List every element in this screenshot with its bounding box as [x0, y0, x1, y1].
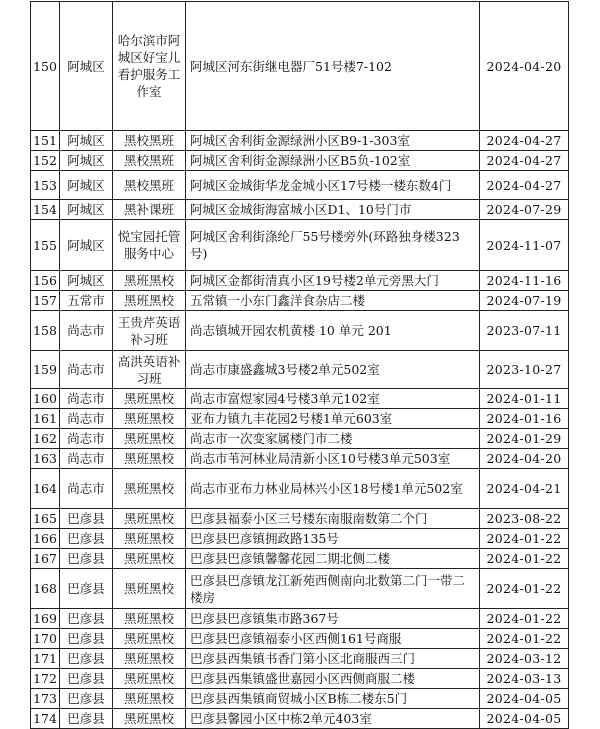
row-number: 157: [31, 291, 60, 311]
address-cell: 巴彦县福泰小区三号楼东南服南数第二个门: [186, 509, 480, 529]
table-row: [31, 509, 569, 529]
row-number: 162: [31, 429, 60, 449]
address-cell: 阿城区金城街华龙金城小区17号楼一楼东数4门: [186, 171, 480, 200]
row-number: 169: [31, 609, 60, 629]
institution-name-cell: 黑班黑校: [113, 549, 186, 569]
date-cell: 2024-11-07: [480, 220, 569, 271]
row-number: 171: [31, 649, 60, 669]
district-cell: 巴彦县: [60, 649, 113, 669]
row-number: 168: [31, 569, 60, 609]
district-cell: 尚志市: [60, 429, 113, 449]
table-row: [31, 271, 569, 291]
institution-name-cell: 黑班黑校: [113, 449, 186, 469]
institution-name-cell: 黑班黑校: [113, 609, 186, 629]
institution-name-cell: 黑班黑校: [113, 709, 186, 729]
institution-name-cell: 黑班黑校: [113, 389, 186, 409]
district-cell: 巴彦县: [60, 709, 113, 729]
table-row: [31, 311, 569, 351]
address-cell: 五常镇一小东门鑫洋食杂店二楼: [186, 291, 480, 311]
row-number: 173: [31, 689, 60, 709]
address-cell: 尚志市亚布力林业局林兴小区18号楼1单元502室: [186, 469, 480, 509]
table-row: [31, 351, 569, 389]
date-cell: 2023-08-22: [480, 509, 569, 529]
date-cell: 2024-03-12: [480, 649, 569, 669]
institution-name-cell: 黑班黑校: [113, 509, 186, 529]
date-cell: 2024-01-11: [480, 389, 569, 409]
row-number: 161: [31, 409, 60, 429]
row-number: 151: [31, 131, 60, 151]
table-row: [31, 389, 569, 409]
district-cell: 阿城区: [60, 2, 113, 131]
address-cell: 巴彦县西集镇盛世嘉园小区西侧商服二楼: [186, 669, 480, 689]
date-cell: 2024-01-16: [480, 409, 569, 429]
address-cell: 巴彦县巴彦镇馨馨花园二期北侧二楼: [186, 549, 480, 569]
institution-name-cell: 高洪英语补习班: [113, 351, 186, 389]
table-row: [31, 291, 569, 311]
address-cell: 阿城区舍利街金源绿洲小区B9-1-303室: [186, 131, 480, 151]
table-row: [31, 709, 569, 729]
table-row: [31, 629, 569, 649]
row-number: 166: [31, 529, 60, 549]
institution-name-cell: 黑校黑班: [113, 131, 186, 151]
district-cell: 巴彦县: [60, 569, 113, 609]
date-cell: 2024-01-22: [480, 549, 569, 569]
district-cell: 阿城区: [60, 271, 113, 291]
listing-table: [30, 1, 569, 729]
district-cell: 巴彦县: [60, 549, 113, 569]
district-cell: 尚志市: [60, 389, 113, 409]
date-cell: 2023-07-11: [480, 311, 569, 351]
date-cell: 2024-04-20: [480, 2, 569, 131]
address-cell: 尚志市一次变家属楼门市二楼: [186, 429, 480, 449]
row-number: 153: [31, 171, 60, 200]
institution-name-cell: 黑班黑校: [113, 689, 186, 709]
table-row: [31, 449, 569, 469]
institution-name-cell: 黑班黑校: [113, 469, 186, 509]
district-cell: 五常市: [60, 291, 113, 311]
address-cell: 尚志市康盛鑫城3号楼2单元502室: [186, 351, 480, 389]
table-row: [31, 2, 569, 131]
date-cell: 2024-04-20: [480, 449, 569, 469]
institution-name-cell: 黑校黑班: [113, 151, 186, 171]
row-number: 156: [31, 271, 60, 291]
district-cell: 巴彦县: [60, 629, 113, 649]
institution-name-cell: 黑班黑校: [113, 271, 186, 291]
district-cell: 阿城区: [60, 151, 113, 171]
district-cell: 巴彦县: [60, 669, 113, 689]
date-cell: 2024-07-29: [480, 200, 569, 220]
district-cell: 巴彦县: [60, 609, 113, 629]
table-row: [31, 200, 569, 220]
row-number: 170: [31, 629, 60, 649]
address-cell: 阿城区舍利街涤纶厂55号楼旁外(环路独身楼323号): [186, 220, 480, 271]
address-cell: 尚志市苇河林业局清新小区10号楼3单元503室: [186, 449, 480, 469]
date-cell: 2024-04-05: [480, 709, 569, 729]
table-row: [31, 549, 569, 569]
table-row: [31, 409, 569, 429]
date-cell: 2024-04-21: [480, 469, 569, 509]
date-cell: 2023-10-27: [480, 351, 569, 389]
address-cell: 巴彦县巴彦镇福泰小区西侧161号商服: [186, 629, 480, 649]
date-cell: 2024-07-19: [480, 291, 569, 311]
row-number: 172: [31, 669, 60, 689]
address-cell: 阿城区舍利街金源绿洲小区B5负-102室: [186, 151, 480, 171]
row-number: 167: [31, 549, 60, 569]
table-row: [31, 429, 569, 449]
institution-name-cell: 黑班黑校: [113, 529, 186, 549]
district-cell: 阿城区: [60, 171, 113, 200]
district-cell: 阿城区: [60, 200, 113, 220]
date-cell: 2024-04-05: [480, 689, 569, 709]
row-number: 165: [31, 509, 60, 529]
date-cell: 2024-01-22: [480, 529, 569, 549]
table-body: [31, 2, 569, 729]
date-cell: 2024-11-16: [480, 271, 569, 291]
row-number: 152: [31, 151, 60, 171]
address-cell: 巴彦县西集镇商贸城小区B栋二楼东5门: [186, 689, 480, 709]
district-cell: 尚志市: [60, 351, 113, 389]
date-cell: 2024-01-29: [480, 429, 569, 449]
date-cell: 2024-01-22: [480, 569, 569, 609]
institution-name-cell: 黑班黑校: [113, 291, 186, 311]
table-row: [31, 569, 569, 609]
institution-name-cell: 悦宝园托管服务中心: [113, 220, 186, 271]
address-cell: 阿城区金城街海富城小区D1、10号门市: [186, 200, 480, 220]
table-row: [31, 609, 569, 629]
table-row: [31, 529, 569, 549]
address-cell: 尚志镇城开园农机黄楼 10 单元 201: [186, 311, 480, 351]
row-number: 160: [31, 389, 60, 409]
document-page: [30, 1, 569, 729]
table-row: [31, 131, 569, 151]
address-cell: 巴彦县巴彦镇拥政路135号: [186, 529, 480, 549]
institution-name-cell: 黑班黑校: [113, 669, 186, 689]
address-cell: 巴彦县巴彦镇集市路367号: [186, 609, 480, 629]
institution-name-cell: 黑班黑校: [113, 569, 186, 609]
district-cell: 阿城区: [60, 220, 113, 271]
date-cell: 2024-04-27: [480, 131, 569, 151]
table-row: [31, 669, 569, 689]
district-cell: 尚志市: [60, 409, 113, 429]
address-cell: 尚志市富煜家园4号楼3单元102室: [186, 389, 480, 409]
row-number: 150: [31, 2, 60, 131]
address-cell: 阿城区金都街清真小区19号楼2单元旁黑大门: [186, 271, 480, 291]
address-cell: 巴彦县馨园小区中栋2单元403室: [186, 709, 480, 729]
table-row: [31, 220, 569, 271]
address-cell: 巴彦县西集镇书香门第小区北商服西三门: [186, 649, 480, 669]
district-cell: 尚志市: [60, 449, 113, 469]
row-number: 154: [31, 200, 60, 220]
address-cell: 阿城区河东街继电器厂51号楼7-102: [186, 2, 480, 131]
district-cell: 尚志市: [60, 311, 113, 351]
date-cell: 2024-04-27: [480, 171, 569, 200]
institution-name-cell: 黑校黑班: [113, 171, 186, 200]
row-number: 163: [31, 449, 60, 469]
date-cell: 2024-03-13: [480, 669, 569, 689]
table-row: [31, 469, 569, 509]
institution-name-cell: 黑班黑校: [113, 409, 186, 429]
address-cell: 亚布力镇九丰花园2号楼1单元603室: [186, 409, 480, 429]
row-number: 174: [31, 709, 60, 729]
district-cell: 巴彦县: [60, 509, 113, 529]
institution-name-cell: 黑班黑校: [113, 429, 186, 449]
date-cell: 2024-01-22: [480, 609, 569, 629]
table-row: [31, 151, 569, 171]
date-cell: 2024-04-27: [480, 151, 569, 171]
row-number: 164: [31, 469, 60, 509]
table-row: [31, 171, 569, 200]
table-row: [31, 689, 569, 709]
district-cell: 尚志市: [60, 469, 113, 509]
row-number: 158: [31, 311, 60, 351]
institution-name-cell: 王贵芹英语补习班: [113, 311, 186, 351]
district-cell: 巴彦县: [60, 529, 113, 549]
row-number: 159: [31, 351, 60, 389]
date-cell: 2024-01-22: [480, 629, 569, 649]
district-cell: 阿城区: [60, 131, 113, 151]
institution-name-cell: 黑班黑校: [113, 649, 186, 669]
institution-name-cell: 黑班黑校: [113, 629, 186, 649]
table-row: [31, 649, 569, 669]
address-cell: 巴彦县巴彦镇龙江新苑西侧南向北数第二门一带二楼房: [186, 569, 480, 609]
institution-name-cell: 黑补课班: [113, 200, 186, 220]
district-cell: 巴彦县: [60, 689, 113, 709]
row-number: 155: [31, 220, 60, 271]
institution-name-cell: 哈尔滨市阿城区好宝儿看护服务工作室: [113, 2, 186, 131]
